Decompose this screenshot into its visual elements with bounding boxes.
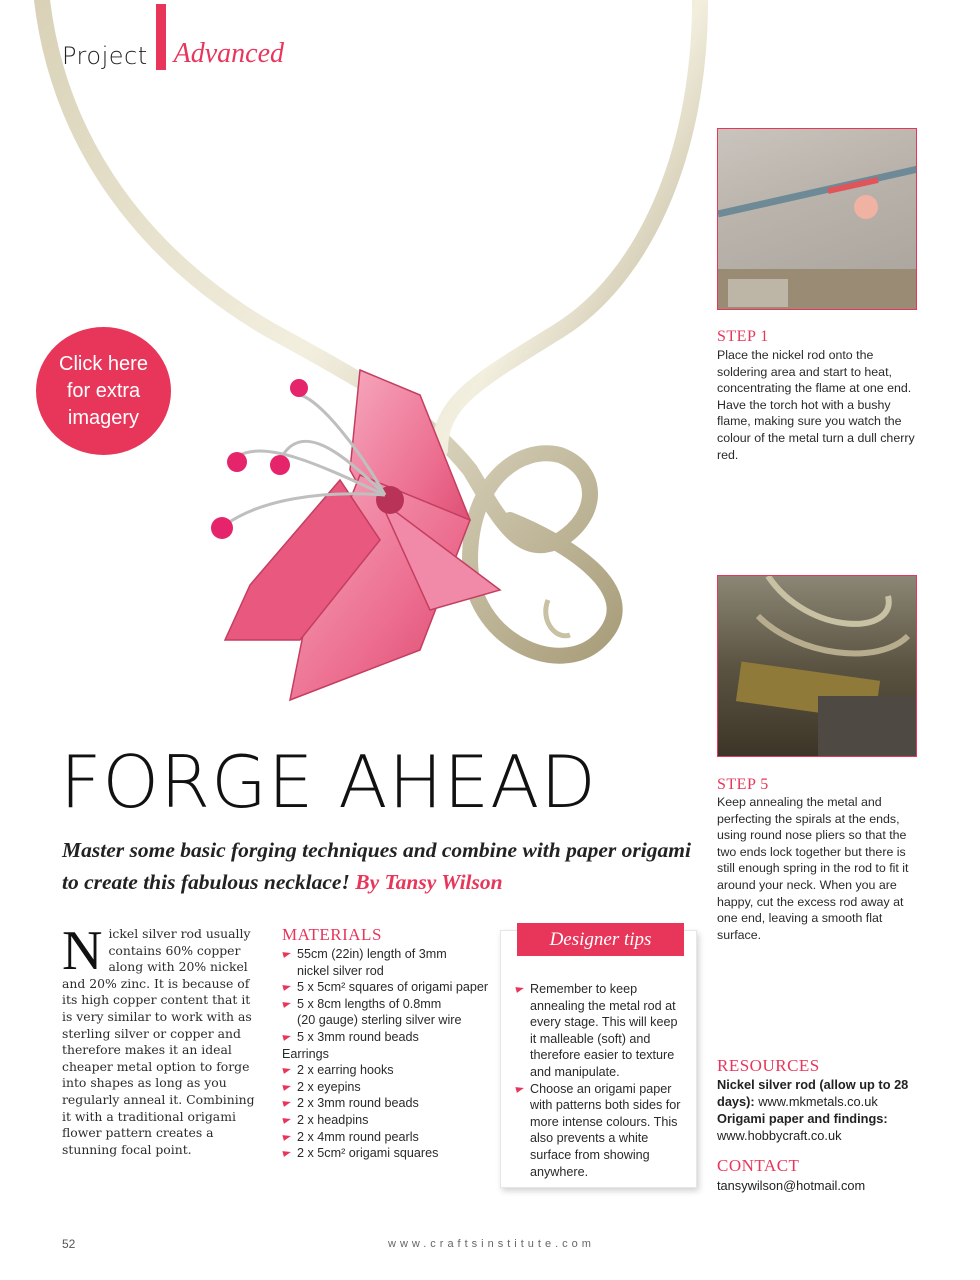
contact-box (717, 1156, 947, 1194)
resources-box (717, 1056, 947, 1144)
standfirst (62, 834, 712, 898)
step5-text: Keep annealing the metal and perfecting the spirals at the ends, using round nose pliers so that the two ends lock together but there is still enough spring in the rod to fit it around your neck. When you are happy, cut the excess rod away at one end, leaving a smooth flat surface. (717, 795, 909, 942)
earrings-heading: Earrings (282, 1046, 329, 1061)
list-item: Remember to keep annealing the metal rod at every stage. This will keep it malleable (soft) and therefore easier to texture and manipulate. (515, 981, 684, 1081)
contact-email[interactable]: tansywilson@hotmail.com (717, 1178, 866, 1193)
resource-label: Nickel silver rod (allow up to 28 days): (717, 1077, 909, 1109)
section-label: Project (62, 42, 148, 70)
list-item: Choose an origami paper with patterns both sides for more intense colours. This also prevents a white surface from showing anywhere. (515, 1081, 684, 1181)
list-item: 5 x 8cm lengths of 0.8mm (20 gauge) sterling silver wire (282, 996, 502, 1029)
materials-heading: MATERIALS (282, 925, 382, 944)
contact-heading: CONTACT (717, 1156, 800, 1175)
resources-heading: RESOURCES (717, 1056, 820, 1075)
step5-photo (717, 575, 917, 757)
step5-title: STEP 5 (717, 776, 769, 793)
list-item: 55cm (22in) length of 3mm nickel silver rod (282, 946, 502, 979)
list-item: 5 x 3mm round beads (282, 1029, 502, 1046)
list-item: 2 x headpins (282, 1112, 502, 1129)
byline: By Tansy Wilson (355, 870, 503, 894)
resource-item (717, 1110, 947, 1144)
difficulty-label: Advanced (173, 38, 285, 69)
site-url[interactable]: www.craftsinstitute.com (388, 1238, 595, 1250)
standfirst-text: Master some basic forging techniques and combine with paper origami to create this fabulous necklace! (62, 838, 691, 894)
step1-text: Place the nickel rod onto the soldering area and start to heat, concentrating the flame at one end. Have the torch hot with a bushy flame, making sure you watch the colour of the metal turn a dull cherry red. (717, 348, 915, 462)
extra-imagery-button[interactable] (36, 327, 171, 455)
intro-text: ickel silver rod usually contains 60% copper along with 20% nickel and 20% zinc. It is because of its high copper content that it is very similar to work with as sterling silver or copper and therefore makes it an ideal cheaper metal option to forge into shapes as long as you regularly anneal it. Combining it with a traditional origami flower pattern creates a stunning focal point. (62, 926, 255, 1157)
list-item: 2 x earring hooks (282, 1062, 502, 1079)
list-item: 2 x 5cm² origami squares (282, 1145, 502, 1162)
section-header (62, 38, 284, 70)
accent-bar (156, 4, 166, 70)
step1-title: STEP 1 (717, 328, 769, 345)
designer-tips-label: Designer tips (517, 923, 684, 956)
resource-label: Origami paper and findings: (717, 1111, 888, 1126)
resource-link[interactable]: www.hobbycraft.co.uk (717, 1128, 842, 1143)
origami-lily (211, 370, 500, 700)
article-title: FORGE AHEAD (60, 740, 597, 824)
resource-link[interactable]: www.mkmetals.co.uk (758, 1094, 878, 1109)
list-item: 2 x eyepins (282, 1079, 502, 1096)
designer-tips-box (500, 930, 697, 1188)
resource-item (717, 1076, 947, 1110)
materials-list (282, 925, 502, 1162)
list-item: 2 x 3mm round beads (282, 1095, 502, 1112)
intro-paragraph (62, 920, 262, 1158)
dropcap: N (62, 920, 103, 982)
page-number: 52 (62, 1237, 76, 1251)
list-item: 5 x 5cm² squares of origami paper (282, 979, 502, 996)
extra-imagery-label: Click here for extra imagery (59, 352, 148, 429)
step1-photo (717, 128, 917, 310)
list-item: 2 x 4mm round pearls (282, 1129, 502, 1146)
